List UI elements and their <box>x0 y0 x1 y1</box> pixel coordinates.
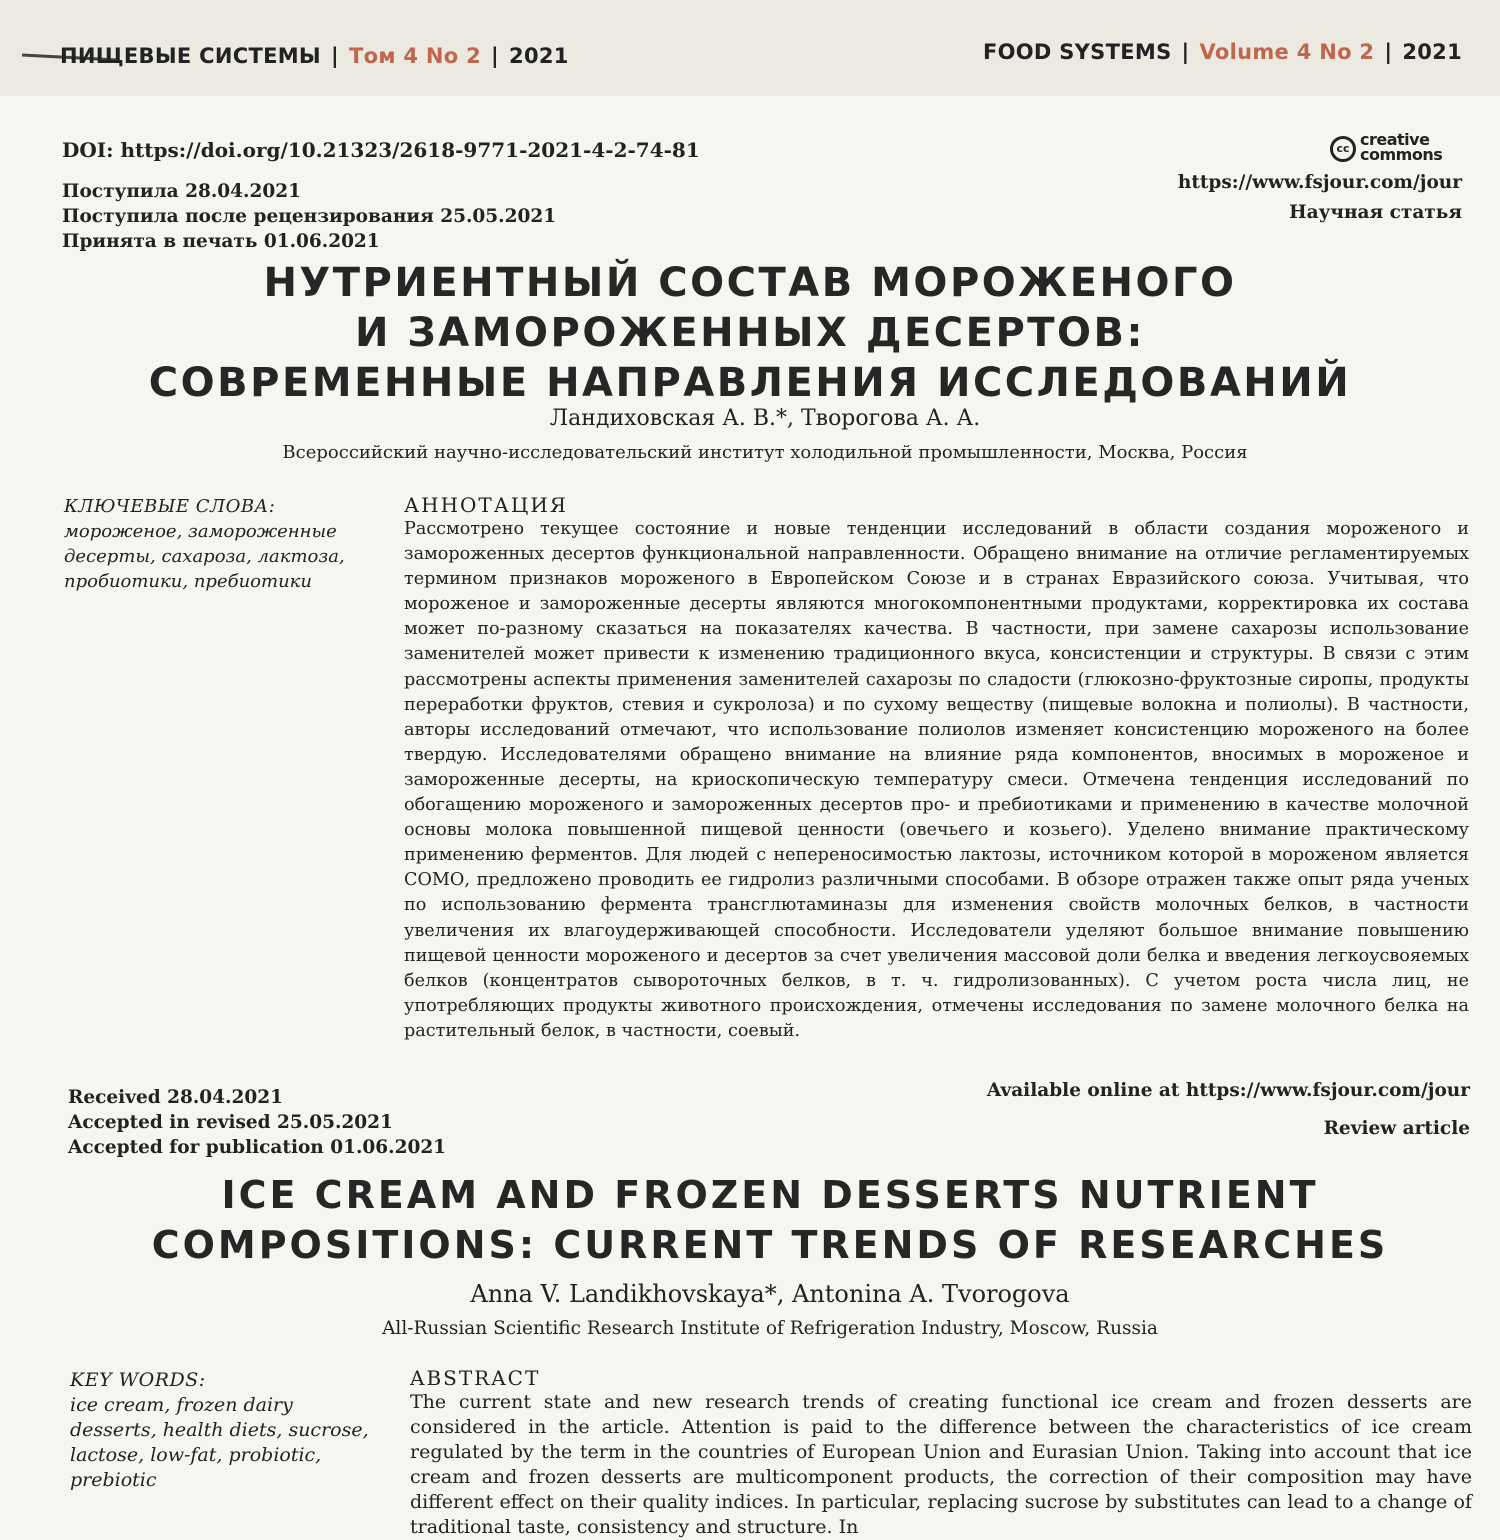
year-ru: 2021 <box>509 44 569 68</box>
header-right <box>983 40 1462 64</box>
title-en <box>0 1170 1500 1270</box>
abstract-heading-en: ABSTRACT <box>410 1366 541 1390</box>
journal-name-en: FOOD SYSTEMS <box>982 40 1172 64</box>
journal-name-ru: ПИЩЕВЫЕ СИСТЕМЫ <box>60 44 321 68</box>
doi-link[interactable]: DOI: https://doi.org/10.21323/2618-9771-2021-4-2-74-81 <box>62 138 700 162</box>
year-en: 2021 <box>1402 40 1462 64</box>
accepted-en: Accepted for publication 01.06.2021 <box>68 1137 447 1158</box>
header-separator: | <box>491 44 500 68</box>
accepted-ru: Принята в печать 01.06.2021 <box>62 231 380 252</box>
title-ru-line1: НУТРИЕНТНЫЙ СОСТАВ МОРОЖЕНОГО <box>263 260 1237 306</box>
volume-ru: Том 4 No 2 <box>348 44 482 68</box>
title-en-line2: COMPOSITIONS: CURRENT TRENDS OF RESEARCHES <box>151 1223 1389 1267</box>
received-en: Received 28.04.2021 <box>68 1087 283 1108</box>
received-ru: Поступила 28.04.2021 <box>62 181 301 202</box>
dates-en <box>68 1085 446 1160</box>
abstract-ru <box>404 493 1469 1044</box>
article-type-en: Review article <box>1323 1118 1470 1139</box>
header-separator: | <box>1384 40 1393 64</box>
keywords-en <box>70 1368 380 1493</box>
revised-en: Accepted in revised 25.05.2021 <box>68 1112 393 1133</box>
header-separator: | <box>330 44 339 68</box>
cc-wordmark <box>1360 132 1442 162</box>
header-separator: | <box>1181 40 1190 64</box>
article-type-ru: Научная статья <box>1289 202 1462 223</box>
cc-line2: commons <box>1360 145 1443 164</box>
journal-url-ru[interactable]: https://www.fsjour.com/jour <box>1177 172 1462 193</box>
title-ru-line3: СОВРЕМЕННЫЕ НАПРАВЛЕНИЯ ИССЛЕДОВАНИЙ <box>148 360 1352 406</box>
journal-header <box>0 0 1500 96</box>
keywords-ru <box>64 494 364 594</box>
keywords-heading-en: KEY WORDS: <box>70 1369 206 1391</box>
title-ru <box>0 258 1500 408</box>
authors-ru: Ландиховская А. В.*, Творогова А. А. <box>549 406 981 431</box>
keywords-heading-ru: КЛЮЧЕВЫЕ СЛОВА: <box>64 496 276 517</box>
affiliation-en: All-Russian Scientific Research Institute of Refrigeration Industry, Moscow, Russia <box>382 1318 1158 1339</box>
cc-line1: creative <box>1360 130 1430 149</box>
header-left <box>60 44 569 68</box>
revised-ru: Поступила после рецензирования 25.05.2021 <box>62 206 557 227</box>
abstract-heading-ru: АННОТАЦИЯ <box>404 493 568 517</box>
cc-icon: cc <box>1330 136 1356 162</box>
keywords-list-ru: мороженое, замороженные десерты, сахароза, лактоза, пробиотики, пребиотики <box>64 521 345 592</box>
title-ru-line2: И ЗАМОРОЖЕННЫХ ДЕСЕРТОВ: <box>354 310 1146 356</box>
authors-en: Anna V. Landikhovskaya*, Antonina A. Tvorogova <box>470 1280 1070 1308</box>
keywords-list-en: ice cream, frozen dairy desserts, health diets, sucrose, lactose, low-fat, probiotic, prebiotic <box>70 1394 369 1491</box>
abstract-body-ru: Рассмотрено текущее состояние и новые тенденции исследований в области создания мороженого и замороженных десертов функциональной направленности. Обращено внимание на отличие регламентируемых термином признаков мороженого в Европейском Союзе и в странах Евразийского союза. Учитывая, что мороженое и замороженные десерты являются многокомпонентными продуктами, корректировка их состава может по-разному сказаться на показателях качества. В частности, при замене сахарозы использование заменителей может привести к изменению традиционного вкуса, консистенции и структуры. В связи с этим рассмотрены аспекты применения заменителей сахарозы по сладости (глюкозно-фруктозные сиропы, продукты переработки фруктов, стевия и сукролоза) и по сухому веществу (пищевые волокна и полиолы). В частности, авторы исследований отмечают, что использование полиолов изменяет консистенцию мороженого на более твердую. Исследователями обращено внимание на влияние ряда компонентов, вносимых в мороженое и замороженные десерты, на криоскопическую температуру смеси. Отмечена тенденция исследований по обогащению мороженого и замороженных десертов про- и пребиотиками и применению в качестве молочной основы молока повышенной пищевой ценности (овечьего и козьего). Уделено внимание практическому применению ферментов. Для людей с непереносимостью лактозы, источником которой в мороженом является СОМО, предложено проводить ее гидролиз различными способами. В обзоре отражен также опыт ряда ученых по использованию фермента трансглютаминазы для изменения свойств молочных белков, в частности увеличения их влагоудерживающей способности. Исследователи уделяют большое внимание повышению пищевой ценности мороженого и десертов за счет увеличения массовой доли белка и введения легкоусвояемых белков (концентратов сывороточных белков, в т. ч. гидролизованных). С учетом роста числа лиц, не употребляющих продукты животного происхождения, отмечены исследования по замене молочного белка на растительный белок, в частности, соевый. <box>404 519 1469 1041</box>
journal-url-en[interactable]: Available online at https://www.fsjour.com/jour <box>986 1080 1470 1101</box>
title-en-line1: ICE CREAM AND FROZEN DESSERTS NUTRIENT <box>221 1173 1319 1217</box>
dates-ru <box>62 179 556 254</box>
affiliation-ru: Всероссийский научно-исследовательский институт холодильной промышленности, Москва, Россия <box>282 442 1248 463</box>
volume-en: Volume 4 No 2 <box>1199 40 1375 64</box>
abstract-body-en: The current state and new research trends of creating functional ice cream and frozen desserts are considered in the article. Attention is paid to the difference between the characteristics of ice cream regulated by the term in the countries of European Union and Eurasian Union. Taking into account that ice cream and frozen desserts are multicomponent products, the correction of their composition may have different effect on their quality indices. In particular, replacing sucrose by substitutes can lead to a change of traditional taste, consistency and structure. In <box>410 1391 1472 1538</box>
creative-commons-logo <box>1330 132 1462 166</box>
abstract-en <box>410 1366 1472 1540</box>
